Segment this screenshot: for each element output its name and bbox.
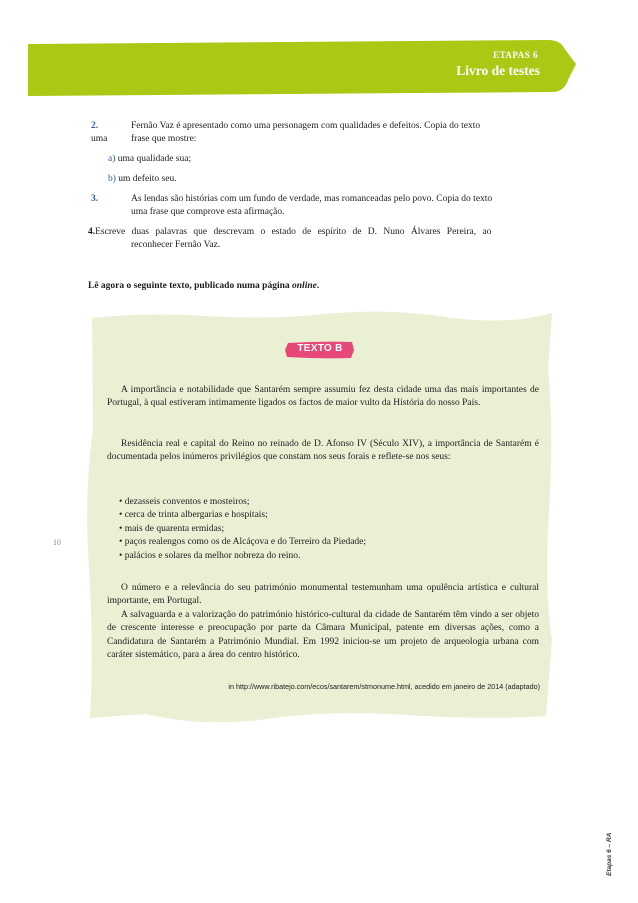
reading-paragraph-2 bbox=[107, 438, 539, 465]
question-number: 2. bbox=[91, 121, 99, 131]
list-item: • palácios e solares da melhor nobreza do reino. bbox=[119, 550, 529, 563]
heritage-list bbox=[119, 496, 529, 563]
paragraph: O número e a relevância do seu património monumental testemunham uma opulência artística e cultural importante, em Portugal. bbox=[107, 583, 539, 607]
question-text: Fernão Vaz é apresentado como uma personagem com qualidades e defeitos. Copia do texto bbox=[131, 121, 481, 131]
reading-intro bbox=[88, 281, 319, 291]
texto-b-badge bbox=[285, 341, 355, 359]
subitem-text: uma qualidade sua; bbox=[117, 154, 192, 164]
reading-paragraph-3 bbox=[107, 582, 539, 609]
intro-text: Lê agora o seguinte texto, publicado numa página bbox=[88, 281, 293, 291]
question-4-cont: reconhecer Fernão Vaz. bbox=[131, 240, 221, 250]
line-number: 10 bbox=[53, 538, 61, 547]
question-4 bbox=[88, 226, 536, 239]
question-3 bbox=[91, 193, 541, 206]
list-item: • paços realengos como os de Alcáçova e do Terreiro da Piedade; bbox=[119, 536, 529, 549]
paragraph: Residência real e capital do Reino no reinado de D. Afonso IV (Século XIV), a importância de Santarém é documentada pelos inúmeros privilégios que constam nos seus forais e reflete-se nos seus: bbox=[107, 439, 539, 463]
question-text: Escreve duas palavras que descrevam o estado de espírito de D. Nuno Álvares Pereira, ao bbox=[95, 227, 492, 237]
subitem-b bbox=[108, 173, 177, 186]
question-2 bbox=[91, 120, 541, 133]
paragraph: A salvaguarda e a valorização do património histórico-cultural da cidade de Santarém têm vindo a ser objeto de crescente interesse e preocupação por parte da Câmara Municipal, patente em diversas ações, como a Candidatura de Santarém a Património Mundial. Em 1992 iniciou-se um projeto de arqueologia urbana com caráter sistemático, para a área do centro histórico. bbox=[107, 610, 539, 661]
series-label: ETAPAS 6 bbox=[493, 50, 538, 60]
question-prefix: uma bbox=[91, 134, 108, 144]
source-citation: in http://www.ribatejo.com/ecos/santarem/stmonume.html, acedido em janeiro de 2014 (adaptado) bbox=[228, 682, 540, 691]
paragraph: A importância e notabilidade que Santarém sempre assumiu fez desta cidade uma das mais importantes de Portugal, à qual estiveram intimamente ligados os factos de maior vulto da História do nosso País. bbox=[107, 385, 539, 409]
badge-label: TEXTO B bbox=[297, 343, 343, 354]
list-item: • mais de quarenta ermidas; bbox=[119, 523, 529, 536]
subitem-label: b) bbox=[108, 174, 116, 184]
list-item: • dezasseis conventos e mosteiros; bbox=[119, 496, 529, 509]
intro-end: . bbox=[316, 281, 320, 291]
question-number: 4. bbox=[88, 227, 96, 237]
reading-paragraph-1 bbox=[107, 384, 539, 411]
subitem-a bbox=[108, 153, 191, 166]
book-title: Livro de testes bbox=[456, 63, 540, 78]
intro-emphasis: online bbox=[292, 281, 317, 291]
side-label bbox=[588, 832, 628, 878]
reading-paragraph-4 bbox=[107, 609, 539, 663]
question-text: As lendas são histórias com um fundo de verdade, mas romanceadas pelo povo. Copia do texto bbox=[131, 194, 493, 204]
question-2-cont bbox=[91, 133, 197, 146]
question-text: frase que mostre: bbox=[131, 134, 197, 144]
subitem-text: um defeito seu. bbox=[118, 174, 177, 184]
side-label-text: Etapas 6 – RA bbox=[606, 832, 613, 876]
header-ribbon bbox=[28, 40, 576, 96]
question-3-cont: uma frase que comprove esta afirmação. bbox=[131, 207, 285, 217]
list-item: • cerca de trinta albergarias e hospitais; bbox=[119, 509, 529, 522]
subitem-label: a) bbox=[108, 154, 116, 164]
question-number: 3. bbox=[91, 194, 99, 204]
